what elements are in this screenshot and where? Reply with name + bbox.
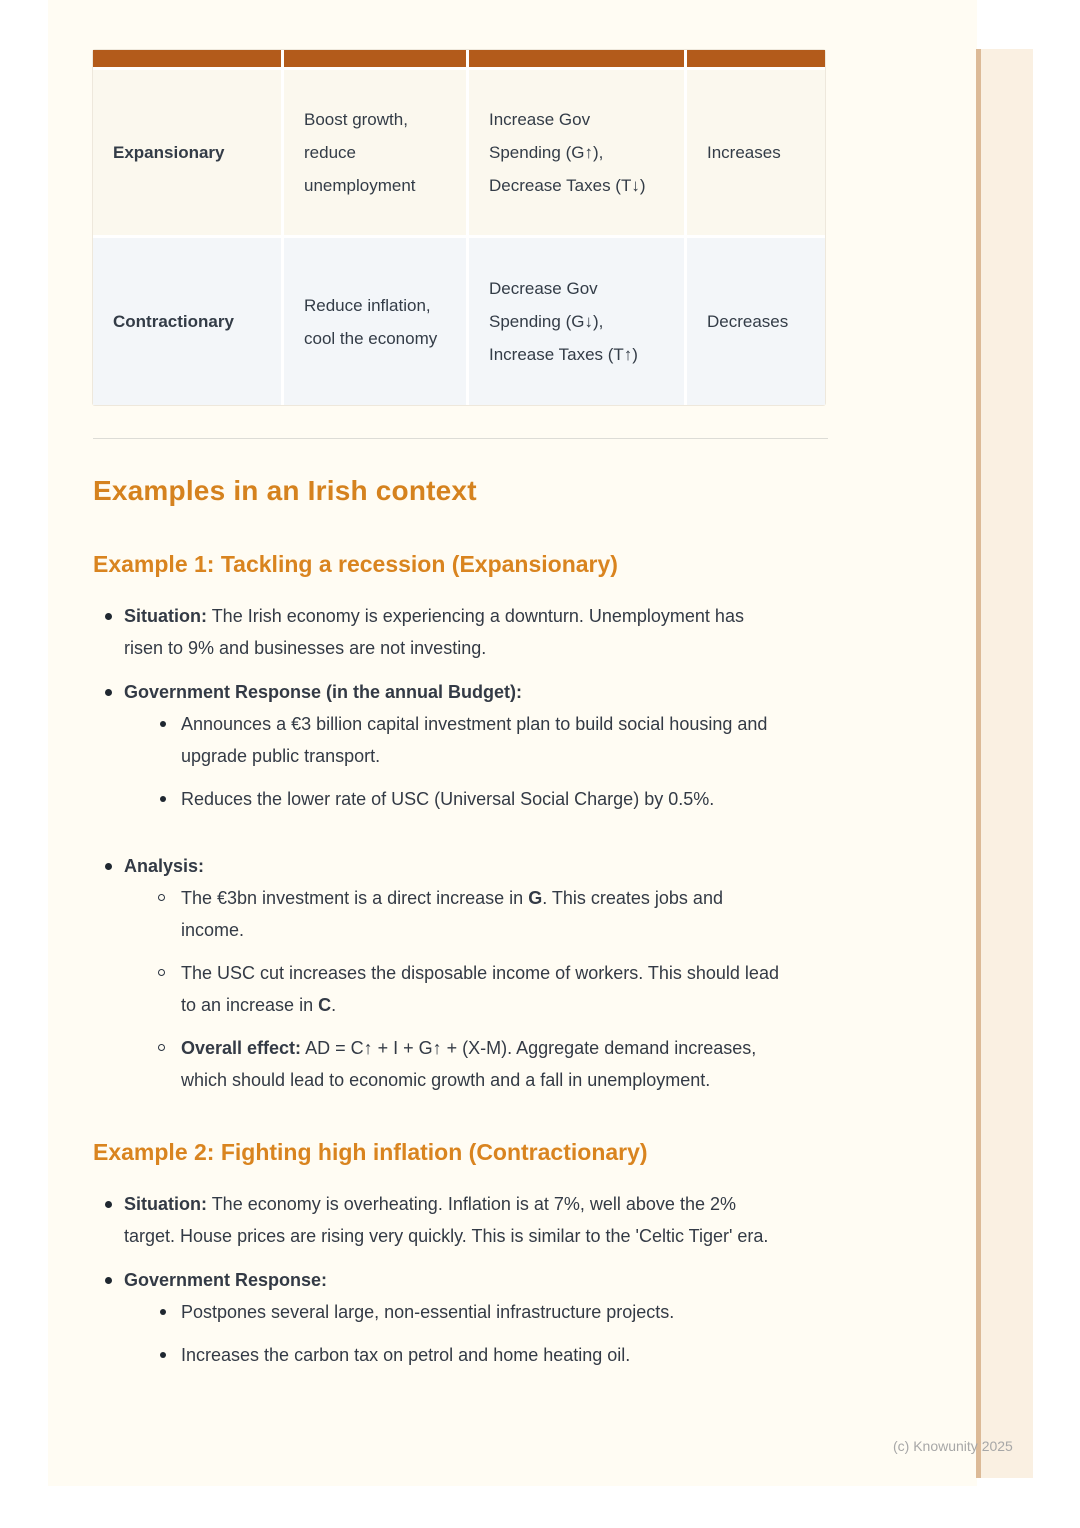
table-header-cell [93,50,281,67]
list-item [157,783,783,815]
analysis-text: The €3bn investment is a direct increase in [181,888,529,908]
situation-text: The economy is overheating. Inflation is at 7%, well above the 2% target. House prices are rising very quickly. This is similar to the 'Celtic Tiger' era. [124,1194,769,1246]
next-page-edge-panel [981,49,1033,1478]
situation-text: The Irish economy is experiencing a downturn. Unemployment has risen to 9% and businesses are not investing. [124,606,744,658]
list-item [157,1296,783,1328]
bullet-icon [105,1277,112,1284]
table-header-cell [469,50,684,67]
analysis-text: The USC cut increases the disposable income of workers. This should lead to an increase in [181,963,779,1015]
analysis-text: . This creates jobs and income. [181,888,723,940]
example-2-list [93,1188,783,1394]
list-item [157,882,783,946]
circle-icon [158,1044,165,1051]
bullet-icon [105,863,112,870]
analysis-bold: G [528,888,543,908]
sub-item-text: Reduces the lower rate of USC (Universal Social Charge) by 0.5%. [181,789,715,809]
cell-policy-type: Expansionary [93,70,281,235]
list-item-analysis [93,850,783,1119]
cell-policy-type: Contractionary [93,238,281,405]
table-header-cell [284,50,466,67]
gov-response-label: Government Response (in the annual Budget): [124,682,523,702]
sub-item-text: Postpones several large, non-essential infrastructure projects. [181,1302,675,1322]
analysis-label: Analysis: [124,856,205,876]
table-header-cell [687,50,825,67]
example-2-heading: Example 2: Fighting high inflation (Contractionary) [93,1139,648,1165]
list-item [157,1339,783,1371]
section-divider [93,438,828,439]
example-1-list [93,600,783,1119]
list-item-gov-response [93,1264,783,1394]
circle-icon [158,969,165,976]
example-1-heading: Example 1: Tackling a recession (Expansionary) [93,551,618,577]
analysis-bold: C [318,995,332,1015]
situation-label: Situation: [124,606,207,626]
bullet-icon [160,1352,166,1358]
cell-effect-on-ad: Decreases [687,238,825,405]
list-item [157,957,783,1021]
cell-effect-on-ad: Increases [687,70,825,235]
gov-response-sublist [124,708,783,838]
overall-effect-label: Overall effect: [181,1038,302,1058]
cell-aim: Boost growth, reduce unemployment [284,70,466,235]
analysis-text: AD = C↑ + I + G↑ + (X-M). Aggregate demand increases, which should lead to economic growth and a fall in unemployment. [181,1038,757,1090]
section-title: Examples in an Irish context [93,475,477,506]
sub-item-text: Increases the carbon tax on petrol and home heating oil. [181,1345,631,1365]
sub-item-text: Announces a €3 billion capital investment plan to build social housing and upgrade public transport. [181,714,768,766]
document-page-card [48,0,977,1486]
list-item-situation [93,600,783,664]
list-item-overall-effect [157,1032,783,1096]
bullet-icon [105,689,112,696]
bullet-icon [160,796,166,802]
cell-tools: Increase Gov Spending (G↑), Decrease Taxes (T↓) [469,70,684,235]
circle-icon [158,894,165,901]
situation-label: Situation: [124,1194,207,1214]
bullet-icon [160,1309,166,1315]
copyright-text: (c) Knowunity 2025 [893,1438,1013,1454]
analysis-text: . [331,995,337,1015]
analysis-sublist [124,882,783,1119]
list-item [157,708,783,772]
list-item-situation [93,1188,783,1252]
bullet-icon [105,613,112,620]
bullet-icon [105,1201,112,1208]
list-item-gov-response [93,676,783,838]
fiscal-policy-table [93,50,825,405]
cell-tools: Decrease Gov Spending (G↓), Increase Taxes (T↑) [469,238,684,405]
bullet-icon [160,721,166,727]
cell-aim: Reduce inflation, cool the economy [284,238,466,405]
gov-response-sublist [124,1296,783,1394]
document-content [93,0,828,1406]
gov-response-label: Government Response: [124,1270,328,1290]
